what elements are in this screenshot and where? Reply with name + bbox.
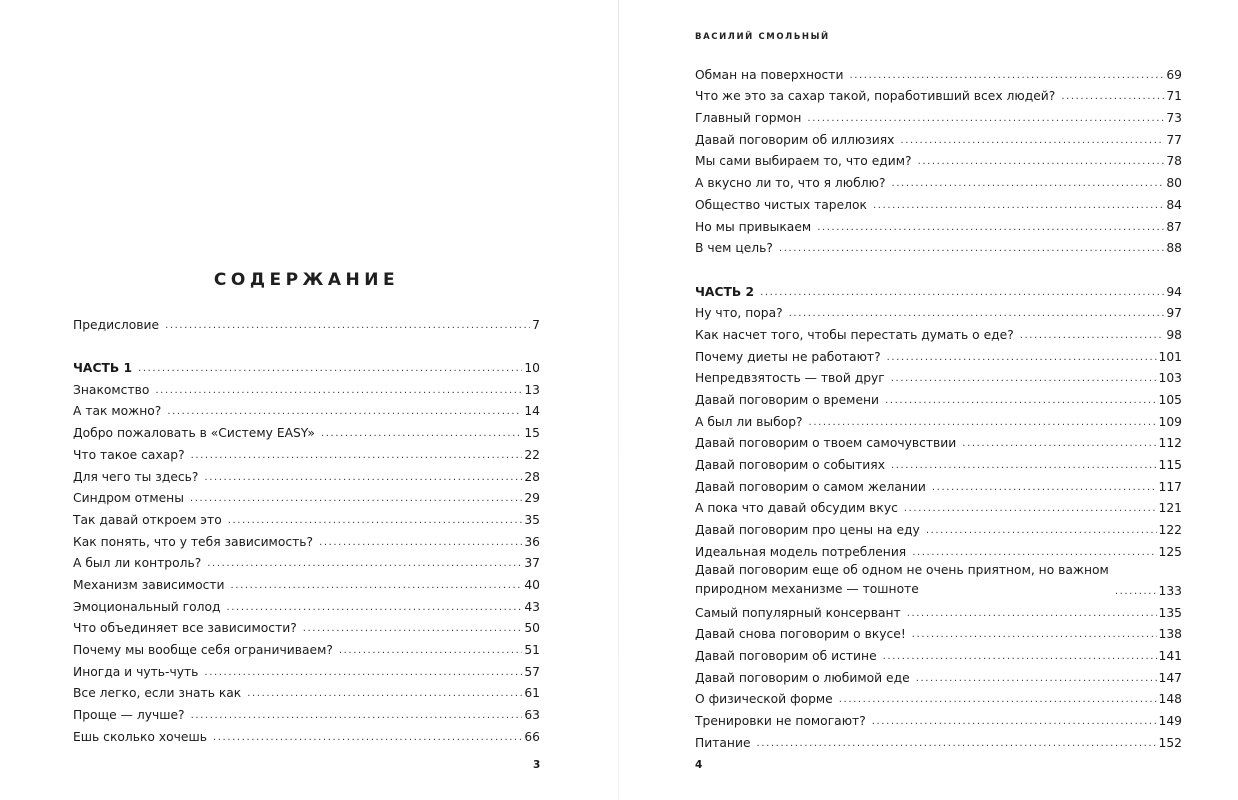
toc-entry-page: 94 [1166,284,1182,299]
toc-entry-title: А так можно? [73,404,162,419]
toc-entry [73,701,540,723]
toc-entry-title: Давай поговорим о любимой еде [695,670,910,685]
toc-entry-title: Почему диеты не работают? [695,349,881,364]
toc-entry-page: 50 [524,621,540,636]
dot-leader [1020,328,1165,343]
toc-entry [695,148,1182,170]
dot-leader [204,470,522,485]
dot-leader [789,306,1165,321]
toc-entry [695,664,1182,686]
toc-entry-page: 115 [1158,458,1182,473]
dot-leader [807,111,1164,126]
toc-entry [695,343,1182,365]
toc-entry [73,376,540,398]
toc-entry [73,550,540,572]
toc-entry [695,321,1182,343]
toc-entry-title: В чем цель? [695,241,773,256]
toc-entry-page: 7 [532,317,540,332]
dot-leader [319,535,522,550]
toc-entry-title: Почему мы вообще себя ограничиваем? [73,643,333,657]
toc-entry-title: Тренировки не помогают? [695,713,866,728]
toc-part-heading [73,354,540,376]
dot-leader [891,176,1164,191]
toc-entry [695,365,1182,387]
toc-entry-page: 35 [524,512,540,527]
toc-entry-page: 14 [524,404,540,419]
dot-leader [891,458,1157,473]
toc-entry [695,516,1182,538]
toc-entry-page: 10 [524,361,540,376]
toc-entry [695,451,1182,473]
toc-entry [695,686,1182,708]
toc-entry [73,441,540,463]
toc-entry-title: ЧАСТЬ 1 [73,361,133,376]
toc-entry [695,126,1182,148]
dot-leader [155,383,522,398]
dot-leader [912,627,1157,642]
toc-entry [73,658,540,680]
toc-entry [73,419,540,441]
toc-entry-title: Ну что, пора? [695,306,783,321]
toc-entry-multiline [695,560,1182,599]
toc-entry-page: 109 [1158,414,1182,429]
toc-entry-title: Идеальная модель потребления [695,544,907,559]
toc-entry-page: 133 [1158,583,1182,598]
toc-entry-page: 63 [524,708,540,723]
toc-entry [73,398,540,420]
toc-entry [695,83,1182,105]
page-number: 4 [695,759,703,771]
toc-entry-title: О физической форме [695,692,833,707]
dot-leader [904,501,1157,516]
toc-entry-page: 148 [1158,692,1182,707]
toc-entry-page: 147 [1158,670,1182,685]
toc-entry-title: Давай поговорим о твоем самочувствии [695,436,957,451]
dot-leader [760,285,1164,300]
dot-leader [891,371,1157,386]
dot-leader [873,198,1164,213]
toc-entry-title: Механизм зависимости [73,577,225,592]
section-gap [73,333,540,355]
toc-entry-title: Давай поговорим про цены на еду [695,523,920,538]
page-number: 3 [533,759,541,771]
dot-leader [885,393,1156,408]
toc-entry-page: 101 [1158,349,1182,364]
toc-entry-title: Как насчет того, чтобы перестать думать о еде? [695,327,1014,342]
toc-entry-title: Знакомство [73,382,150,397]
toc-entry-page: 28 [524,469,540,484]
toc-entry-page: 57 [524,664,540,679]
toc-entry-page: 61 [524,686,540,701]
toc-entry-title: ЧАСТЬ 2 [695,284,755,299]
dot-leader [1061,89,1164,104]
toc-list-right [695,61,1182,751]
toc-entry-title: Но мы привыкаем [695,219,812,234]
toc-entry-title: Синдром отмены [73,491,184,506]
toc-entry-page: 88 [1166,241,1182,256]
toc-entry-page: 22 [524,447,540,462]
toc-entry-page: 73 [1166,111,1182,126]
toc-entry [73,593,540,615]
dot-leader [817,220,1164,235]
toc-entry [695,495,1182,517]
toc-entry-title: А пока что давай обсудим вкус [695,501,898,516]
toc-entry [73,636,540,658]
toc-entry [73,615,540,637]
dot-leader [932,480,1157,495]
toc-entry-page: 97 [1166,306,1182,321]
toc-entry [73,506,540,528]
toc-entry-page: 152 [1158,735,1182,750]
section-gap [695,256,1182,278]
dot-leader [191,708,523,723]
toc-entry [695,104,1182,126]
toc-entry [695,235,1182,257]
dot-leader [207,556,522,571]
dot-leader [962,436,1156,451]
toc-entry-page: 141 [1158,648,1182,663]
toc-entry-title: Давай поговорим о времени [695,393,880,407]
toc-entry-title: Как понять, что у тебя зависимость? [73,534,314,549]
toc-part-heading [695,278,1182,300]
toc-entry-title: Давай поговорим об иллюзиях [695,132,895,147]
toc-entry-title: Что такое сахар? [73,447,185,462]
toc-entry [73,463,540,485]
toc-entry-title: Что же это за сахар такой, поработивший всех людей? [695,89,1056,104]
toc-entry-title: Так давай откроем это [73,512,222,527]
toc-entry-page: 13 [524,382,540,397]
dot-leader [321,426,522,441]
toc-entry-title-line: Давай поговорим еще об одном не очень приятном, но важном [695,562,1109,577]
toc-entry-title-line: природном механизме — тошноте [695,581,919,596]
toc-entry [695,213,1182,235]
toc-entry [695,408,1182,430]
dot-leader [167,404,522,419]
dot-leader [231,578,523,593]
dot-leader [872,714,1157,729]
toc-entry-page: 77 [1166,132,1182,147]
toc-entry [695,599,1182,621]
toc-entry-page: 117 [1158,479,1182,494]
dot-leader [907,606,1157,621]
dot-leader [779,241,1164,256]
toc-list-left [73,311,540,745]
toc-entry-title: Общество чистых тарелок [695,197,867,212]
toc-entry [695,61,1182,83]
toc-entry-title: Добро пожаловать в «Систему EASY» [73,426,315,441]
toc-entry-page: 69 [1166,67,1182,82]
toc-entry [73,485,540,507]
toc-entry [695,300,1182,322]
toc-entry [695,473,1182,495]
toc-entry [695,538,1182,560]
toc-entry [695,707,1182,729]
toc-entry-page: 98 [1166,327,1182,342]
dot-leader [918,154,1165,169]
toc-entry-page: 112 [1158,436,1182,451]
dot-leader [926,523,1157,538]
dot-leader [839,692,1157,707]
toc-entry-title: Самый популярный консервант [695,605,901,620]
toc-entry-page: 125 [1158,544,1182,559]
toc-entry [695,642,1182,664]
toc-entry-page: 43 [524,599,540,614]
toc-entry-title: Иногда и чуть-чуть [73,664,199,679]
toc-entry-page: 138 [1158,627,1182,642]
dot-leader [228,513,523,528]
toc-entry-page: 121 [1158,501,1182,516]
toc-entry-title: Проще — лучше? [73,708,185,723]
toc-entry [73,311,540,333]
toc-entry-title: Непредвзятость — твой друг [695,371,885,386]
toc-entry-page: 40 [524,577,540,592]
running-head-author: ВАСИЛИЙ СМОЛЬНЫЙ [695,32,830,42]
dot-leader [900,133,1164,148]
dot-leader [303,621,523,636]
toc-entry-title: Обман на поверхности [695,67,844,82]
toc-entry-page: 71 [1166,89,1182,104]
toc-entry-page: 51 [524,643,540,657]
toc-entry [73,571,540,593]
toc-entry-title: Ешь сколько хочешь [73,729,207,744]
toc-entry-title: А был ли выбор? [695,414,803,429]
dot-leader [191,448,523,463]
toc-entry-page: 149 [1158,713,1182,728]
toc-heading: СОДЕРЖАНИЕ [213,270,400,290]
toc-entry-title: Давай поговорим о событиях [695,458,885,473]
dot-leader [757,736,1157,751]
toc-entry-title: А был ли контроль? [73,556,202,571]
toc-entry-page: 80 [1166,176,1182,191]
toc-entry-page: 15 [524,426,540,441]
toc-entry [73,528,540,550]
toc-entry-page: 135 [1158,605,1182,620]
toc-entry-page: 78 [1166,154,1182,169]
dot-leader [247,686,522,701]
toc-entry-page: 29 [524,491,540,506]
toc-entry-title: Давай поговорим о самом желании [695,479,926,494]
toc-entry-page: 105 [1158,393,1182,407]
toc-entry-title: Что объединяет все зависимости? [73,621,297,636]
dot-leader [138,361,522,376]
toc-entry [73,723,540,745]
toc-entry [695,729,1182,751]
toc-entry-page: 66 [524,729,540,744]
toc-entry-title: Эмоциональный голод [73,599,221,614]
toc-entry [695,191,1182,213]
dot-leader [190,491,522,506]
toc-entry-title: Для чего ты здесь? [73,469,199,484]
toc-entry-title: Главный гормон [695,111,802,126]
toc-entry [73,680,540,702]
toc-entry [695,621,1182,643]
dot-leader [887,350,1157,365]
toc-entry-title: Предисловие [73,317,160,332]
toc-entry-title: А вкусно ли то, что я люблю? [695,176,886,191]
toc-entry [695,386,1182,408]
toc-entry-title: Давай снова поговорим о вкусе! [695,627,906,642]
dot-leader [339,643,522,658]
dot-leader [809,415,1157,430]
toc-entry [695,169,1182,191]
dot-leader [226,600,522,615]
dot-leader [213,730,522,745]
toc-entry-title: Питание [695,735,751,750]
toc-entry [695,430,1182,452]
toc-entry-title: Давай поговорим об истине [695,648,877,663]
toc-entry-page: 87 [1166,219,1182,234]
toc-entry-page: 36 [524,534,540,549]
toc-entry-title [695,561,1109,599]
dot-leader [1115,584,1157,599]
dot-leader [165,318,530,333]
dot-leader [849,68,1164,83]
toc-entry-page: 37 [524,556,540,571]
dot-leader [916,671,1157,686]
toc-entry-page: 84 [1166,197,1182,212]
toc-entry-page: 122 [1158,523,1182,538]
dot-leader [912,545,1156,560]
toc-entry-title: Все легко, если знать как [73,686,242,701]
toc-entry-page: 103 [1158,371,1182,386]
dot-leader [883,649,1157,664]
toc-entry-title: Мы сами выбираем то, что едим? [695,154,912,169]
right-page [619,0,1238,800]
dot-leader [204,665,522,680]
